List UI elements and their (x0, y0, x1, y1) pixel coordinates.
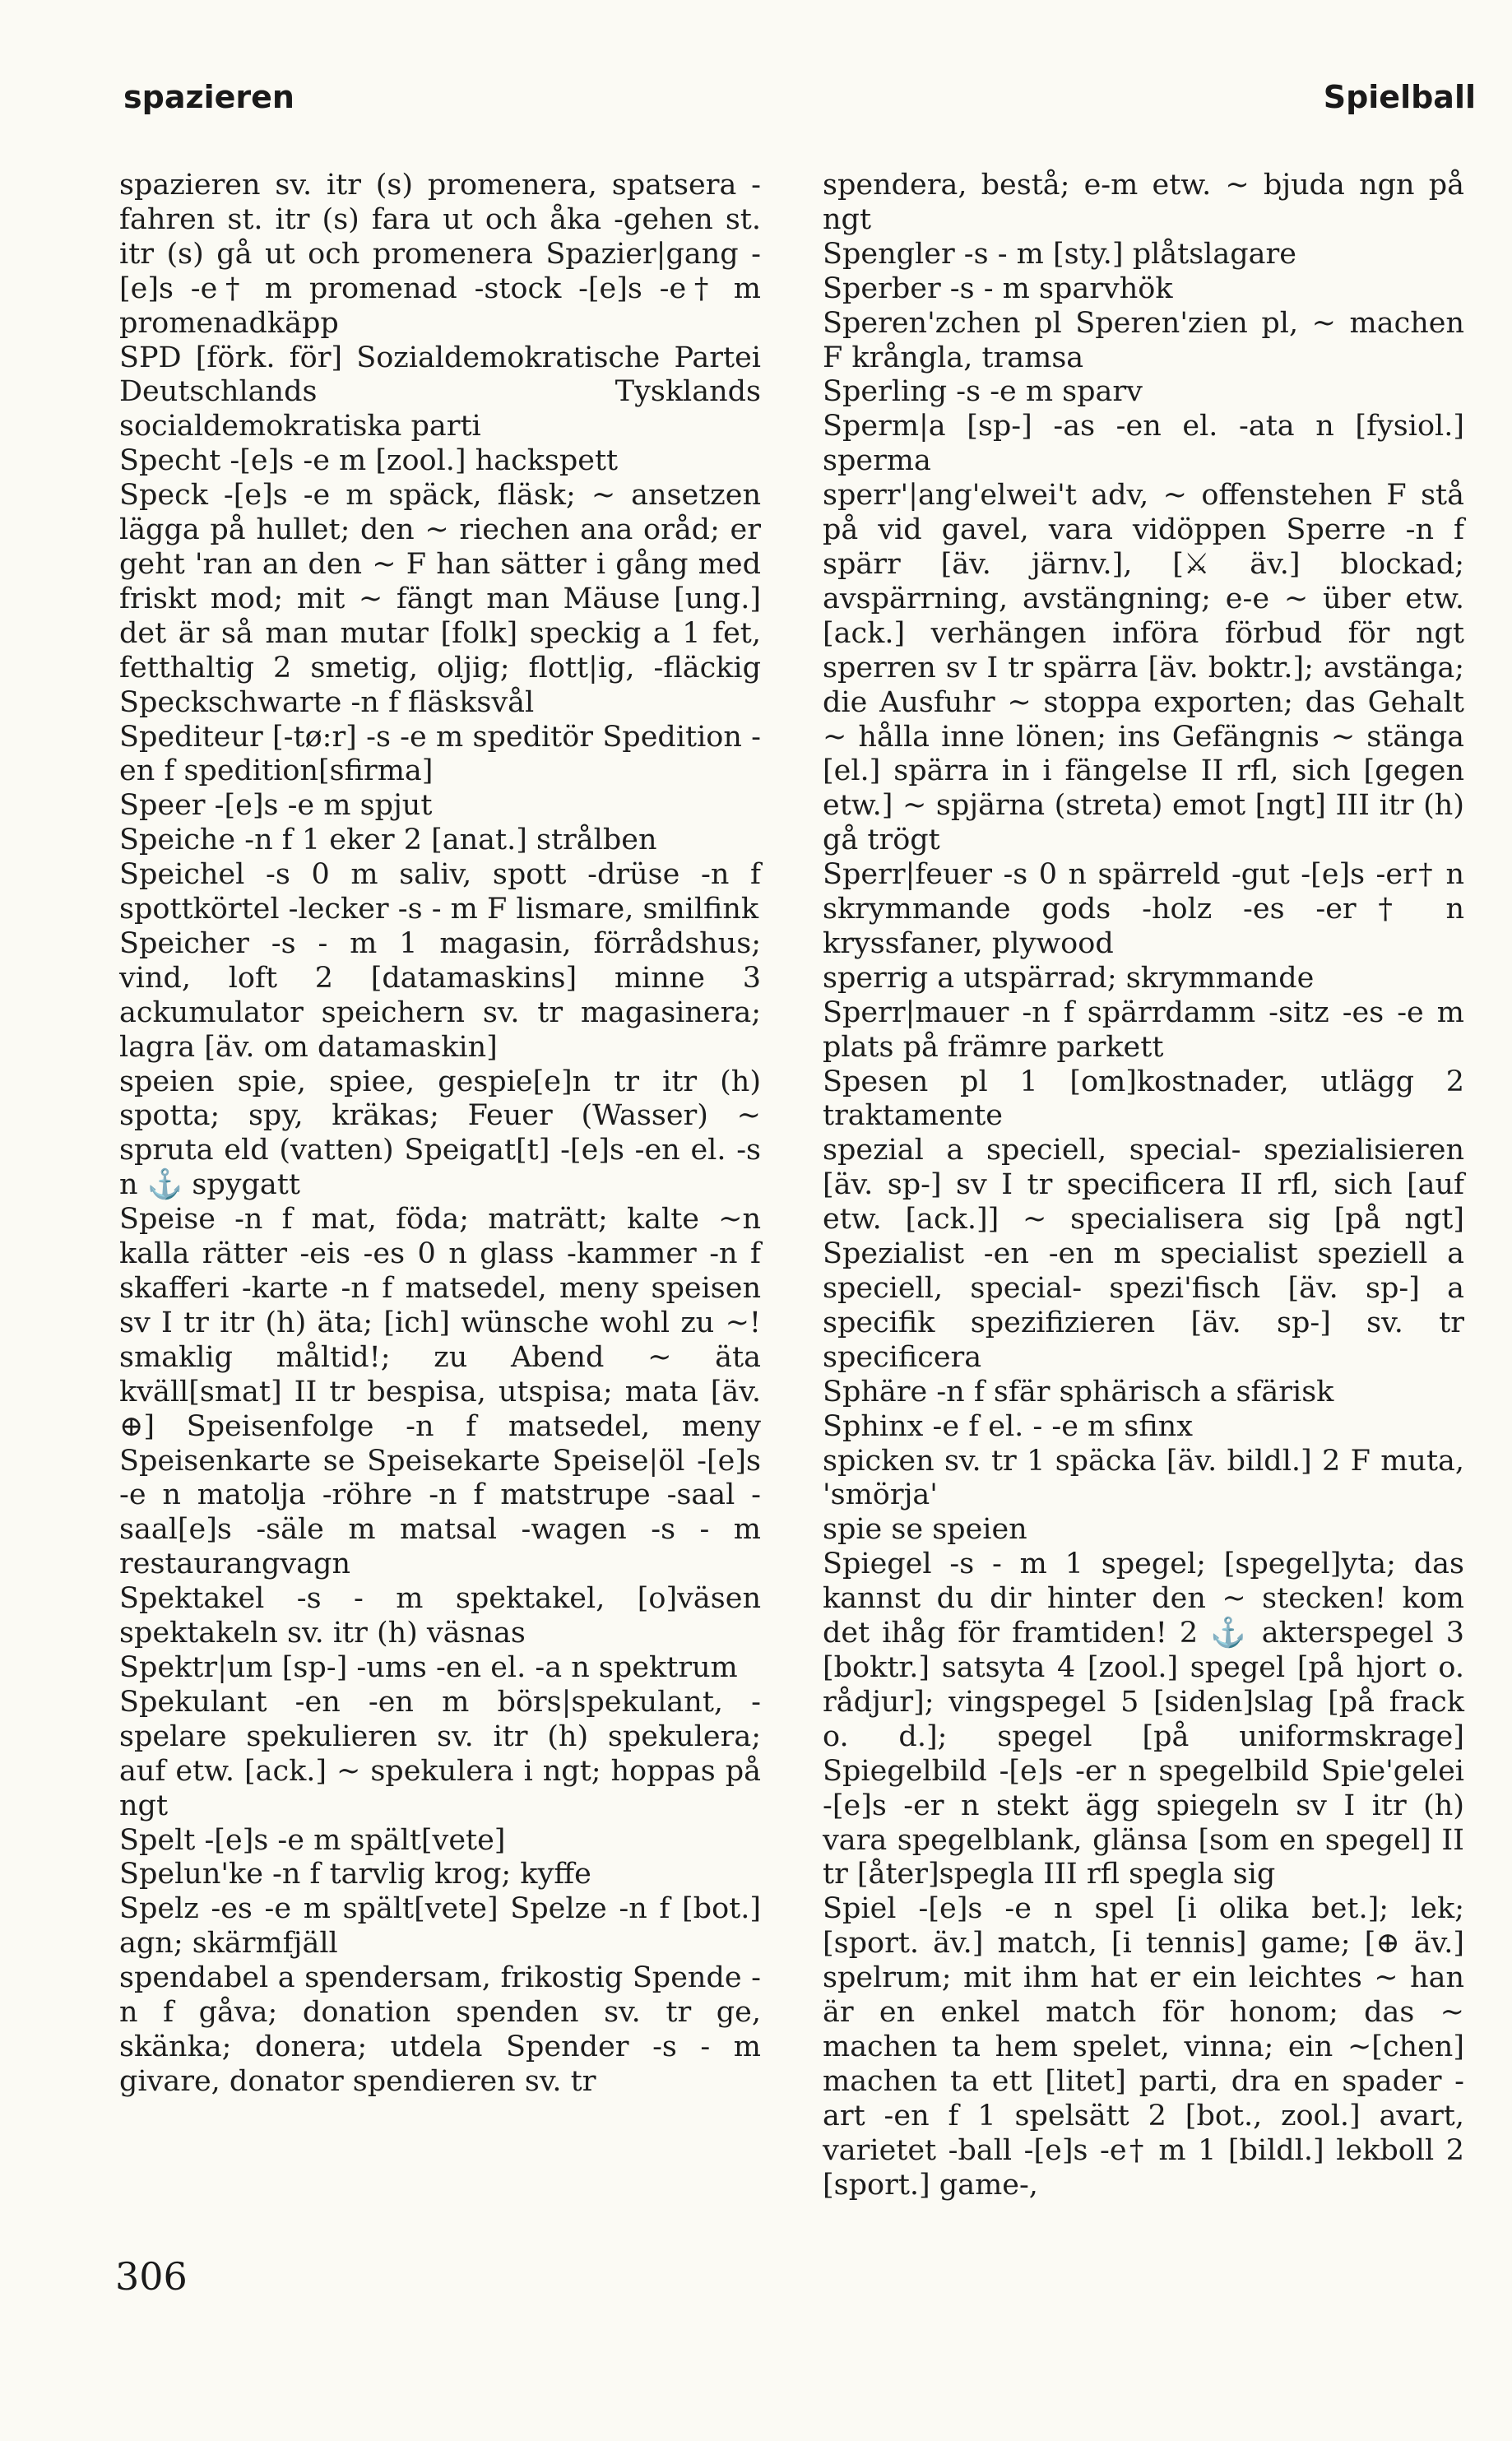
dictionary-entry: Speren'zchen pl Speren'zien pl, ~ machen F krångla, tramsa (823, 306, 1464, 374)
dictionary-entry: SPD [förk. för] Sozialdemokratische Partei Deutschlands Tysklands socialdemokratiska parti (119, 341, 761, 443)
right-column (823, 169, 1464, 2202)
left-column (119, 169, 761, 2100)
dictionary-entry: Spiegel -s - m 1 spegel; [spegel]yta; das kannst du dir hinter den ~ stecken! kom det ihåg för framtiden! 2 ⚓ akterspegel 3 [boktr.] satsyta 4 [zool.] spegel [på hjort o. rådjur]; vingspegel 5 [siden]slag [på frack o. d.]; spegel [på uniformskrage] Spiegelbild -[e]s -er n spegelbild Spie'gelei -[e]s -er n stekt ägg spiegeln sv I itr (h) vara spegelblank, glänsa [som en spegel] II tr [åter]spegla III rfl spegla sig (823, 1548, 1464, 1891)
dictionary-entry: spie se speien (823, 1513, 1027, 1547)
dictionary-entry: spezial a speciell, special- spezialisieren [äv. sp-] sv I tr specificera II rfl, sich [auf etw. [ack.]] ~ specialisera sig [på ngt] Spezialist -en -en m specialist speziell a speciell, special- spezi'fisch [äv. sp-] a specifik spezifizieren [äv. sp-] sv. tr specificera (823, 1134, 1464, 1374)
dictionary-entry: Spesen pl 1 [om]kostnader, utlägg 2 traktamente (823, 1065, 1464, 1133)
dictionary-entry: spendabel a spendersam, frikostig Spende -n f gåva; donation spenden sv. tr ge, skänka; donera; utdela Spender -s - m givare, donator spendieren sv. tr (119, 1961, 761, 2098)
dictionary-entry: Speer -[e]s -e m spjut (119, 789, 433, 823)
dictionary-entry: Spelz -es -e m spält[vete] Spelze -n f [bot.] agn; skärmfjäll (119, 1892, 761, 1961)
dictionary-entry: sperrig a utspärrad; skrymmande (823, 961, 1315, 995)
dictionary-entry: Spiel -[e]s -e n spel [i olika bet.]; lek; [sport. äv.] match, [i tennis] game; [⊕ äv.] spelrum; mit ihm hat er ein leichtes ~ han är en enkel match för honom; das ~ machen ta hem spelet, vinna; ein ~[chen] machen ta ett [litet] parti, dra en spader -art -en f 1 spelsätt 2 [bot., zool.] avart, varietet -ball -[e]s -e† m 1 [bildl.] lekboll 2 [sport.] game-, (823, 1892, 1464, 2202)
dictionary-entry: Sperm|a [sp-] -as -en el. -ata n [fysiol.] sperma (823, 410, 1464, 478)
dictionary-entry: Sperr|feuer -s 0 n spärreld -gut -[e]s -er† n skrymmande gods -holz -es -er† n kryssfaner, plywood (823, 858, 1464, 960)
dictionary-entry: Spelt -[e]s -e m spält[vete] (119, 1823, 506, 1857)
dictionary-entry: spazieren sv. itr (s) promenera, spatsera -fahren st. itr (s) fara ut och åka -gehen st. itr (s) gå ut och promenera Spazier|gang -[e]s -e† m promenad -stock -[e]s -e† m promenadkäpp (119, 169, 761, 340)
dictionary-entry: Spekulant -en -en m börs|spekulant, -spelare spekulieren sv. itr (h) spekulera; auf etw. [ack.] ~ spekulera i ngt; hoppas på ngt (119, 1685, 761, 1822)
dictionary-entry: Speise -n f mat, föda; maträtt; kalte ~n kalla rätter -eis -es 0 n glass -kammer -n f skafferi -karte -n f matsedel, meny speisen sv I tr itr (h) äta; [ich] wünsche wohl zu ~! smaklig måltid!; zu Abend ~ äta kväll[smat] II tr bespisa, utspisa; mata [äv. ⊕] Speisenfolge -n f matsedel, meny Speisenkarte se Speisekarte Speise|öl -[e]s -e n matolja -röhre -n f matstrupe -saal -saal[e]s -säle m matsal -wagen -s - m restaurangvagn (119, 1203, 761, 1581)
running-head-right: Spielball (1323, 79, 1476, 115)
running-head-left: spazieren (123, 79, 295, 115)
dictionary-entry: Spektakel -s - m spektakel, [o]väsen spektakeln sv. itr (h) väsnas (119, 1582, 761, 1650)
dictionary-entry: spendera, bestå; e-m etw. ~ bjuda ngn på ngt (823, 169, 1464, 236)
dictionary-entry: Sphäre -n f sfär sphärisch a sfärisk (823, 1375, 1334, 1408)
dictionary-entry: Speiche -n f 1 eker 2 [anat.] strålben (119, 824, 657, 857)
dictionary-entry: sperr'|ang'elwei't adv, ~ offenstehen F stå på vid gavel, vara vidöppen Sperre -n f spärr [äv. järnv.], [⚔ äv.] blockad; avspärrning, avstängning; e-e ~ über etw. [ack.] verhängen införa förbud för ngt sperren sv I tr spärra [äv. boktr.]; avstänga; die Ausfuhr ~ stoppa exporten; das Gehalt ~ hålla inne lönen; ins Gefängnis ~ stänga [el.] spärra in i fängelse II rfl, sich [gegen etw.] ~ spjärna (streta) emot [ngt] III itr (h) gå trögt (823, 479, 1464, 857)
dictionary-entry: Spediteur [-tø:r] -s -e m speditör Spedition -en f spedition[sfirma] (119, 720, 761, 788)
dictionary-entry: Sperling -s -e m sparv (823, 375, 1143, 409)
dictionary-entry: Sperr|mauer -n f spärrdamm -sitz -es -e m plats på främre parkett (823, 995, 1464, 1064)
dictionary-entry: speien spie, spiee, gespie[e]n tr itr (h) spotta; spy, kräkas; Feuer (Wasser) ~ spruta eld (vatten) Speigat[t] -[e]s -en el. -s n ⚓ spygatt (119, 1065, 761, 1202)
dictionary-entry: Speck -[e]s -e m späck, fläsk; ~ ansetzen lägga på hullet; den ~ riechen ana oråd; er geht 'ran an den ~ F han sätter i gång med friskt mod; mit ~ fängt man Mäuse [ung.] det är så man mutar [folk] speckig a 1 fet, fetthaltig 2 smetig, oljig; flott|ig, -fläckig Speckschwarte -n f fläsksvål (119, 479, 761, 719)
dictionary-entry: Specht -[e]s -e m [zool.] hackspett (119, 444, 619, 478)
dictionary-entry: Spengler -s - m [sty.] plåtslagare (823, 237, 1296, 271)
dictionary-entry: Speichel -s 0 m saliv, spott -drüse -n f spottkörtel -lecker -s - m F lismare, smilfink (119, 858, 761, 926)
dictionary-entry: Spektr|um [sp-] -ums -en el. -a n spektrum (119, 1650, 738, 1684)
dictionary-entry: Spelun'ke -n f tarvlig krog; kyffe (119, 1858, 591, 1891)
dictionary-entry: Sperber -s - m sparvhök (823, 271, 1173, 305)
page-number: 306 (115, 2254, 188, 2299)
dictionary-entry: spicken sv. tr 1 späcka [äv. bildl.] 2 F muta, 'smörja' (823, 1444, 1464, 1512)
dictionary-entry: Sphinx -e f el. - -e m sfinx (823, 1409, 1193, 1443)
dictionary-entry: Speicher -s - m 1 magasin, förrådshus; vind, loft 2 [datamaskins] minne 3 ackumulator speichern sv. tr magasinera; lagra [äv. om datamaskin] (119, 926, 761, 1064)
